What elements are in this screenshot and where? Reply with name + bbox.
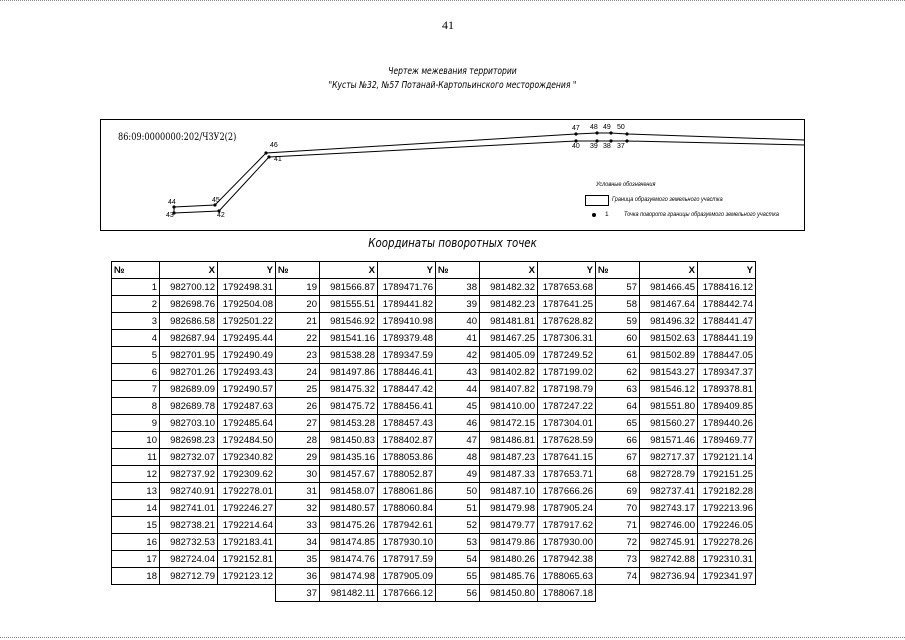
legend-title: Условные обозначения: [596, 181, 656, 188]
x-coordinate-cell: 981487.33: [480, 466, 538, 483]
point-number-cell: 20: [276, 296, 320, 313]
drawing-title: Чертеж межевания территории: [388, 66, 517, 77]
x-coordinate-cell: 982689.09: [160, 381, 218, 398]
x-coordinate-cell: 982732.53: [160, 534, 218, 551]
y-coordinate-cell: 1788457.43: [378, 415, 436, 432]
y-coordinate-cell: 1787930.00: [538, 534, 596, 551]
x-coordinate-cell: 982738.21: [160, 517, 218, 534]
y-coordinate-cell: 1792498.31: [218, 279, 276, 296]
point-number-cell: 40: [436, 313, 480, 330]
cadastral-number-label: 86:09:0000000:202/ЧЗУ2(2): [118, 132, 237, 143]
y-coordinate-cell: 1792123.12: [218, 568, 276, 585]
x-coordinate-cell: 982746.00: [640, 517, 698, 534]
table-header-row: [112, 262, 756, 279]
y-coordinate-cell: 1789440.26: [698, 415, 756, 432]
x-coordinate-cell: 981551.80: [640, 398, 698, 415]
x-coordinate-cell: 981472.15: [480, 415, 538, 432]
point-number-cell: 37: [276, 585, 320, 602]
x-coordinate-cell: 982686.58: [160, 313, 218, 330]
y-coordinate-cell: 1787247.22: [538, 398, 596, 415]
y-coordinate-cell: 1787306.31: [538, 330, 596, 347]
point-label: 50: [617, 124, 625, 131]
y-coordinate-cell: 1788061.86: [378, 483, 436, 500]
x-coordinate-cell: 981485.76: [480, 568, 538, 585]
point-number-cell: 39: [436, 296, 480, 313]
x-coordinate-cell: 981410.00: [480, 398, 538, 415]
point-number-cell: 8: [112, 398, 160, 415]
x-coordinate-cell: 982732.07: [160, 449, 218, 466]
point-number-cell: 16: [112, 534, 160, 551]
y-coordinate-cell: 1789378.81: [698, 381, 756, 398]
y-coordinate-cell: 1792183.41: [218, 534, 276, 551]
point-number-cell: 64: [596, 398, 640, 415]
point-number-cell: 9: [112, 415, 160, 432]
point-number-cell: 32: [276, 500, 320, 517]
x-coordinate-cell: 982740.91: [160, 483, 218, 500]
y-coordinate-cell: 1787628.82: [538, 313, 596, 330]
y-coordinate-cell: 1792182.28: [698, 483, 756, 500]
point-number-cell: 67: [596, 449, 640, 466]
point-number-cell: 53: [436, 534, 480, 551]
y-coordinate-cell: 1792490.49: [218, 347, 276, 364]
point-number-cell: 74: [596, 568, 640, 585]
point-number-cell: 30: [276, 466, 320, 483]
x-coordinate-cell: 981487.10: [480, 483, 538, 500]
table-row: [112, 432, 756, 449]
table-row: [112, 330, 756, 347]
y-coordinate-cell: 1788447.42: [378, 381, 436, 398]
point-number-cell: 52: [436, 517, 480, 534]
x-coordinate-cell: 982700.12: [160, 279, 218, 296]
point-number-cell: 48: [436, 449, 480, 466]
col-header-number: №: [596, 262, 640, 279]
x-coordinate-cell: 982728.79: [640, 466, 698, 483]
point-label: 42: [217, 212, 225, 219]
y-coordinate-cell: 1788441.19: [698, 330, 756, 347]
x-coordinate-cell: 981435.16: [320, 449, 378, 466]
point-number-cell: 66: [596, 432, 640, 449]
y-coordinate-cell: 1787653.68: [538, 279, 596, 296]
point-number-cell: 34: [276, 534, 320, 551]
point-label: 49: [603, 124, 611, 131]
table-row: [112, 398, 756, 415]
table-row: [112, 381, 756, 398]
empty-cell: [112, 585, 160, 602]
x-coordinate-cell: 982741.01: [160, 500, 218, 517]
y-coordinate-cell: 1792246.27: [218, 500, 276, 517]
y-coordinate-cell: 1788402.87: [378, 432, 436, 449]
point-number-cell: 24: [276, 364, 320, 381]
x-coordinate-cell: 982698.23: [160, 432, 218, 449]
point-label: 37: [617, 143, 625, 150]
table-row: [112, 279, 756, 296]
y-coordinate-cell: 1789347.59: [378, 347, 436, 364]
col-header-x: X: [320, 262, 378, 279]
x-coordinate-cell: 981546.92: [320, 313, 378, 330]
x-coordinate-cell: 982724.04: [160, 551, 218, 568]
x-coordinate-cell: 982737.92: [160, 466, 218, 483]
y-coordinate-cell: 1787304.01: [538, 415, 596, 432]
empty-cell: [698, 585, 756, 602]
table-row: [112, 517, 756, 534]
table-row: [112, 568, 756, 585]
x-coordinate-cell: 981407.82: [480, 381, 538, 398]
table-row: [112, 551, 756, 568]
point-number-cell: 28: [276, 432, 320, 449]
y-coordinate-cell: 1788067.18: [538, 585, 596, 602]
point-number-cell: 45: [436, 398, 480, 415]
col-header-x: X: [160, 262, 218, 279]
point-number-cell: 36: [276, 568, 320, 585]
point-label: 44: [168, 199, 176, 206]
x-coordinate-cell: 981541.16: [320, 330, 378, 347]
x-coordinate-cell: 981571.46: [640, 432, 698, 449]
col-header-number: №: [276, 262, 320, 279]
point-number-cell: 5: [112, 347, 160, 364]
y-coordinate-cell: 1789410.98: [378, 313, 436, 330]
turning-points: [172, 131, 628, 214]
y-coordinate-cell: 1792493.43: [218, 364, 276, 381]
y-coordinate-cell: 1792341.97: [698, 568, 756, 585]
y-coordinate-cell: 1787666.12: [378, 585, 436, 602]
y-coordinate-cell: 1789469.77: [698, 432, 756, 449]
point-number-cell: 3: [112, 313, 160, 330]
x-coordinate-cell: 981475.72: [320, 398, 378, 415]
page-number: 41: [442, 18, 454, 32]
point-number-cell: 54: [436, 551, 480, 568]
empty-cell: [640, 585, 698, 602]
point-number-cell: 25: [276, 381, 320, 398]
x-coordinate-cell: 981457.67: [320, 466, 378, 483]
x-coordinate-cell: 982701.95: [160, 347, 218, 364]
x-coordinate-cell: 981482.11: [320, 585, 378, 602]
point-number-cell: 6: [112, 364, 160, 381]
x-coordinate-cell: 981475.32: [320, 381, 378, 398]
table-row: [112, 534, 756, 551]
empty-cell: [596, 585, 640, 602]
col-header-y: Y: [698, 262, 756, 279]
x-coordinate-cell: 982687.94: [160, 330, 218, 347]
point-number-cell: 1: [112, 279, 160, 296]
point-number-cell: 62: [596, 364, 640, 381]
point-number-cell: 71: [596, 517, 640, 534]
y-coordinate-cell: 1787641.15: [538, 449, 596, 466]
point-number-cell: 11: [112, 449, 160, 466]
y-coordinate-cell: 1787917.62: [538, 517, 596, 534]
point-label: 43: [166, 212, 174, 219]
y-coordinate-cell: 1792278.01: [218, 483, 276, 500]
point-number-cell: 63: [596, 381, 640, 398]
table-row: [112, 449, 756, 466]
y-coordinate-cell: 1787666.26: [538, 483, 596, 500]
x-coordinate-cell: 982701.26: [160, 364, 218, 381]
x-coordinate-cell: 981560.27: [640, 415, 698, 432]
col-header-number: №: [112, 262, 160, 279]
y-coordinate-cell: 1792487.63: [218, 398, 276, 415]
scan-edge-bottom: [0, 635, 905, 638]
point-number-cell: 57: [596, 279, 640, 296]
point-number-cell: 13: [112, 483, 160, 500]
y-coordinate-cell: 1792121.14: [698, 449, 756, 466]
y-coordinate-cell: 1792278.26: [698, 534, 756, 551]
x-coordinate-cell: 981502.63: [640, 330, 698, 347]
y-coordinate-cell: 1792309.62: [218, 466, 276, 483]
table-row: [112, 585, 756, 602]
point-label: 48: [590, 124, 598, 131]
point-number-cell: 50: [436, 483, 480, 500]
table-row: [112, 347, 756, 364]
point-number-cell: 41: [436, 330, 480, 347]
y-coordinate-cell: 1787199.02: [538, 364, 596, 381]
x-coordinate-cell: 982743.17: [640, 500, 698, 517]
col-header-x: X: [640, 262, 698, 279]
x-coordinate-cell: 981467.25: [480, 330, 538, 347]
y-coordinate-cell: 1788446.41: [378, 364, 436, 381]
point-number-cell: 43: [436, 364, 480, 381]
x-coordinate-cell: 982703.10: [160, 415, 218, 432]
point-number-cell: 21: [276, 313, 320, 330]
x-coordinate-cell: 981496.32: [640, 313, 698, 330]
col-header-y: Y: [378, 262, 436, 279]
point-number-cell: 23: [276, 347, 320, 364]
y-coordinate-cell: 1787249.52: [538, 347, 596, 364]
point-label: 47: [572, 125, 580, 132]
legend-point-text: Точка поворота границы образуемого земельного участка: [624, 211, 779, 218]
x-coordinate-cell: 982742.88: [640, 551, 698, 568]
point-number-cell: 27: [276, 415, 320, 432]
point-number-cell: 60: [596, 330, 640, 347]
y-coordinate-cell: 1792504.08: [218, 296, 276, 313]
point-number-cell: 2: [112, 296, 160, 313]
y-coordinate-cell: 1792340.82: [218, 449, 276, 466]
point-number-cell: 55: [436, 568, 480, 585]
x-coordinate-cell: 981475.26: [320, 517, 378, 534]
table-row: [112, 500, 756, 517]
y-coordinate-cell: 1787628.59: [538, 432, 596, 449]
x-coordinate-cell: 981543.27: [640, 364, 698, 381]
x-coordinate-cell: 981467.64: [640, 296, 698, 313]
y-coordinate-cell: 1787905.24: [538, 500, 596, 517]
x-coordinate-cell: 981497.86: [320, 364, 378, 381]
table-row: [112, 483, 756, 500]
point-number-cell: 72: [596, 534, 640, 551]
x-coordinate-cell: 981458.07: [320, 483, 378, 500]
scan-edge-top: [0, 0, 905, 3]
empty-cell: [160, 585, 218, 602]
x-coordinate-cell: 982717.37: [640, 449, 698, 466]
x-coordinate-cell: 981479.86: [480, 534, 538, 551]
x-coordinate-cell: 981480.26: [480, 551, 538, 568]
point-number-cell: 33: [276, 517, 320, 534]
point-label: 40: [572, 143, 580, 150]
x-coordinate-cell: 981479.77: [480, 517, 538, 534]
x-coordinate-cell: 981450.83: [320, 432, 378, 449]
point-number-cell: 68: [596, 466, 640, 483]
point-number-cell: 56: [436, 585, 480, 602]
y-coordinate-cell: 1787905.09: [378, 568, 436, 585]
point-number-cell: 44: [436, 381, 480, 398]
y-coordinate-cell: 1789441.82: [378, 296, 436, 313]
point-number-cell: 10: [112, 432, 160, 449]
point-number-cell: 17: [112, 551, 160, 568]
x-coordinate-cell: 981474.76: [320, 551, 378, 568]
table-row: [112, 415, 756, 432]
x-coordinate-cell: 981546.12: [640, 381, 698, 398]
x-coordinate-cell: 982689.78: [160, 398, 218, 415]
y-coordinate-cell: 1792501.22: [218, 313, 276, 330]
y-coordinate-cell: 1789409.85: [698, 398, 756, 415]
point-number-cell: 15: [112, 517, 160, 534]
y-coordinate-cell: 1787641.25: [538, 296, 596, 313]
y-coordinate-cell: 1787917.59: [378, 551, 436, 568]
x-coordinate-cell: 982698.76: [160, 296, 218, 313]
table-row: [112, 364, 756, 381]
point-number-cell: 42: [436, 347, 480, 364]
x-coordinate-cell: 981555.51: [320, 296, 378, 313]
y-coordinate-cell: 1787198.79: [538, 381, 596, 398]
x-coordinate-cell: 981405.09: [480, 347, 538, 364]
empty-cell: [218, 585, 276, 602]
y-coordinate-cell: 1788441.47: [698, 313, 756, 330]
y-coordinate-cell: 1788053.86: [378, 449, 436, 466]
y-coordinate-cell: 1787942.61: [378, 517, 436, 534]
point-number-cell: 59: [596, 313, 640, 330]
y-coordinate-cell: 1788442.74: [698, 296, 756, 313]
y-coordinate-cell: 1789471.76: [378, 279, 436, 296]
x-coordinate-cell: 981450.80: [480, 585, 538, 602]
x-coordinate-cell: 981487.23: [480, 449, 538, 466]
x-coordinate-cell: 981502.89: [640, 347, 698, 364]
point-number-cell: 65: [596, 415, 640, 432]
point-number-cell: 19: [276, 279, 320, 296]
y-coordinate-cell: 1792310.31: [698, 551, 756, 568]
x-coordinate-cell: 981474.85: [320, 534, 378, 551]
point-number-cell: 51: [436, 500, 480, 517]
y-coordinate-cell: 1792484.50: [218, 432, 276, 449]
table-row: [112, 313, 756, 330]
y-coordinate-cell: 1792213.96: [698, 500, 756, 517]
drawing-subtitle: "Кусты №32, №57 Потанай-Картопьинского месторождения ": [328, 80, 577, 91]
x-coordinate-cell: 982736.94: [640, 568, 698, 585]
y-coordinate-cell: 1789347.37: [698, 364, 756, 381]
x-coordinate-cell: 981566.87: [320, 279, 378, 296]
col-header-x: X: [480, 262, 538, 279]
y-coordinate-cell: 1787930.10: [378, 534, 436, 551]
y-coordinate-cell: 1792490.57: [218, 381, 276, 398]
point-number-cell: 61: [596, 347, 640, 364]
y-coordinate-cell: 1792246.05: [698, 517, 756, 534]
point-number-cell: 26: [276, 398, 320, 415]
x-coordinate-cell: 981479.98: [480, 500, 538, 517]
y-coordinate-cell: 1792485.64: [218, 415, 276, 432]
point-number-cell: 69: [596, 483, 640, 500]
legend-point-sample: 1: [605, 211, 609, 218]
table-title: Координаты поворотных точек: [368, 236, 537, 250]
y-coordinate-cell: 1788416.12: [698, 279, 756, 296]
point-number-cell: 12: [112, 466, 160, 483]
y-coordinate-cell: 1789379.48: [378, 330, 436, 347]
x-coordinate-cell: 982737.41: [640, 483, 698, 500]
y-coordinate-cell: 1792214.64: [218, 517, 276, 534]
point-number-cell: 4: [112, 330, 160, 347]
point-number-cell: 18: [112, 568, 160, 585]
legend-boundary-swatch: [585, 195, 609, 206]
x-coordinate-cell: 981482.23: [480, 296, 538, 313]
x-coordinate-cell: 981486.81: [480, 432, 538, 449]
x-coordinate-cell: 981481.81: [480, 313, 538, 330]
y-coordinate-cell: 1792495.44: [218, 330, 276, 347]
point-label: 38: [603, 143, 611, 150]
y-coordinate-cell: 1788456.41: [378, 398, 436, 415]
point-label: 45: [212, 197, 220, 204]
point-number-cell: 70: [596, 500, 640, 517]
x-coordinate-cell: 981538.28: [320, 347, 378, 364]
x-coordinate-cell: 981402.82: [480, 364, 538, 381]
y-coordinate-cell: 1787653.71: [538, 466, 596, 483]
point-number-cell: 31: [276, 483, 320, 500]
point-number-cell: 58: [596, 296, 640, 313]
point-number-cell: 46: [436, 415, 480, 432]
coordinates-table: [111, 261, 756, 602]
x-coordinate-cell: 982712.79: [160, 568, 218, 585]
legend-point-dot-icon: [592, 213, 596, 217]
y-coordinate-cell: 1788065.63: [538, 568, 596, 585]
y-coordinate-cell: 1792152.81: [218, 551, 276, 568]
point-number-cell: 35: [276, 551, 320, 568]
point-label: 39: [590, 143, 598, 150]
table-row: [112, 466, 756, 483]
point-number-cell: 49: [436, 466, 480, 483]
col-header-y: Y: [538, 262, 596, 279]
point-number-cell: 73: [596, 551, 640, 568]
point-number-cell: 29: [276, 449, 320, 466]
x-coordinate-cell: 981453.28: [320, 415, 378, 432]
x-coordinate-cell: 981474.98: [320, 568, 378, 585]
point-number-cell: 7: [112, 381, 160, 398]
x-coordinate-cell: 981480.57: [320, 500, 378, 517]
point-number-cell: 22: [276, 330, 320, 347]
y-coordinate-cell: 1787942.38: [538, 551, 596, 568]
y-coordinate-cell: 1788447.05: [698, 347, 756, 364]
y-coordinate-cell: 1788052.87: [378, 466, 436, 483]
y-coordinate-cell: 1792151.25: [698, 466, 756, 483]
x-coordinate-cell: 981466.45: [640, 279, 698, 296]
col-header-y: Y: [218, 262, 276, 279]
x-coordinate-cell: 981482.32: [480, 279, 538, 296]
table-row: [112, 296, 756, 313]
col-header-number: №: [436, 262, 480, 279]
x-coordinate-cell: 982745.91: [640, 534, 698, 551]
point-number-cell: 38: [436, 279, 480, 296]
point-number-cell: 14: [112, 500, 160, 517]
y-coordinate-cell: 1788060.84: [378, 500, 436, 517]
legend-boundary-text: Граница образуемого земельного участка: [612, 196, 723, 203]
point-label: 46: [270, 142, 278, 149]
point-label: 41: [274, 156, 282, 163]
point-number-cell: 47: [436, 432, 480, 449]
